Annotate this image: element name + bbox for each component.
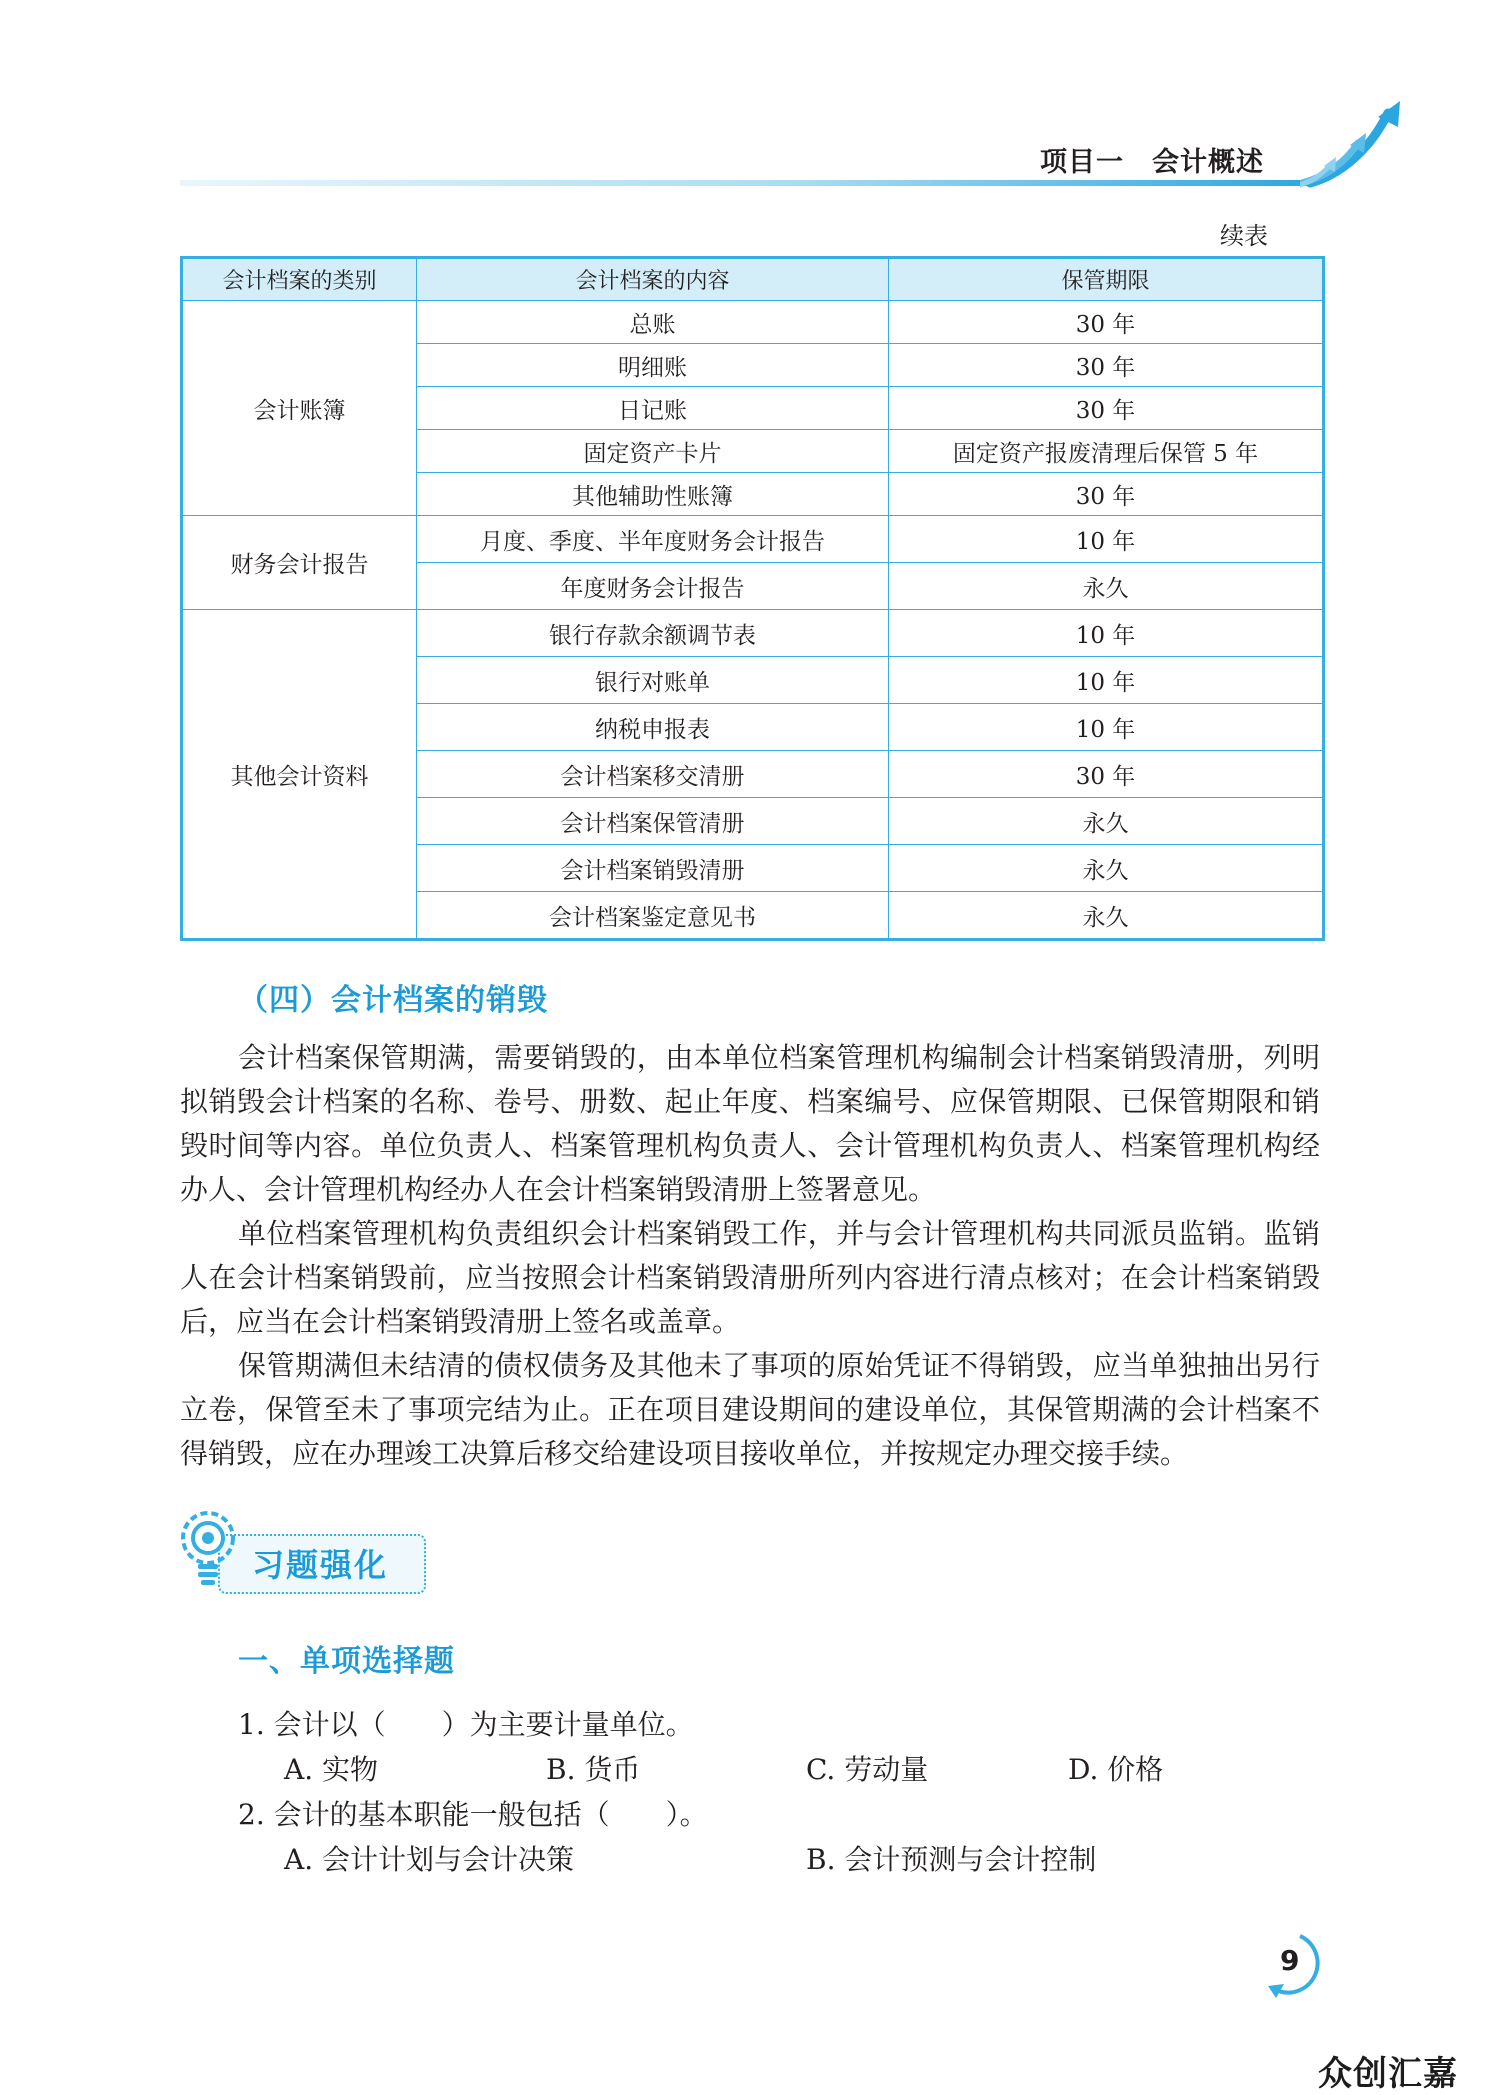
header-period: 保管期限 xyxy=(889,258,1324,301)
section-body xyxy=(180,1036,1320,1476)
content-cell: 银行对账单 xyxy=(417,657,889,704)
table-header-row xyxy=(182,258,1324,301)
part-heading: 一、单项选择题 xyxy=(238,1644,455,1679)
period-cell: 10 年 xyxy=(889,657,1324,704)
category-cell: 会计账簿 xyxy=(182,301,417,516)
question-1: 1. 会计以（ ）为主要计量单位。 xyxy=(238,1708,694,1741)
option-a: A. 实物 xyxy=(284,1753,379,1786)
period-cell: 永久 xyxy=(889,845,1324,892)
option-b: B. 货币 xyxy=(546,1753,641,1786)
page-number-badge xyxy=(1262,1930,1332,2002)
option-c: C. 劳动量 xyxy=(806,1753,929,1786)
category-cell: 其他会计资料 xyxy=(182,610,417,940)
content-cell: 纳税申报表 xyxy=(417,704,889,751)
period-cell: 永久 xyxy=(889,798,1324,845)
period-cell: 30 年 xyxy=(889,301,1324,344)
period-cell: 10 年 xyxy=(889,704,1324,751)
period-cell: 10 年 xyxy=(889,516,1324,563)
content-cell: 会计档案销毁清册 xyxy=(417,845,889,892)
table-row xyxy=(182,301,1324,344)
content-cell: 会计档案鉴定意见书 xyxy=(417,892,889,940)
rising-arrows-icon xyxy=(1300,95,1410,190)
content-cell: 会计档案保管清册 xyxy=(417,798,889,845)
option-d: D. 价格 xyxy=(1068,1753,1164,1786)
watermark-logo: 众创汇嘉 xyxy=(1318,2054,1458,2094)
content-cell: 其他辅助性账簿 xyxy=(417,473,889,516)
period-cell: 30 年 xyxy=(889,751,1324,798)
period-cell: 30 年 xyxy=(889,473,1324,516)
table-row xyxy=(182,516,1324,563)
option-a: A. 会计计划与会计决策 xyxy=(284,1843,575,1876)
question-2: 2. 会计的基本职能一般包括（ ）。 xyxy=(238,1798,708,1831)
period-cell: 永久 xyxy=(889,563,1324,610)
content-cell: 会计档案移交清册 xyxy=(417,751,889,798)
continued-table-label: 续表 xyxy=(1220,222,1268,250)
archive-retention-table xyxy=(180,256,1325,941)
paragraph: 保管期满但未结清的债权债务及其他未了事项的原始凭证不得销毁，应当单独抽出另行立卷，保管至未了事项完结为止。正在项目建设期间的建设单位，其保管期满的会计档案不得销毁，应在办理竣工决算后移交给建设项目接收单位，并按规定办理交接手续。 xyxy=(180,1349,1320,1470)
content-cell: 总账 xyxy=(417,301,889,344)
content-cell: 明细账 xyxy=(417,344,889,387)
period-cell: 永久 xyxy=(889,892,1324,940)
header-rule xyxy=(180,180,1315,186)
period-cell: 30 年 xyxy=(889,387,1324,430)
period-cell: 固定资产报废清理后保管 5 年 xyxy=(889,430,1324,473)
header-category: 会计档案的类别 xyxy=(182,258,417,301)
table-row xyxy=(182,610,1324,657)
option-b: B. 会计预测与会计控制 xyxy=(806,1843,1097,1876)
period-cell: 10 年 xyxy=(889,610,1324,657)
header-content: 会计档案的内容 xyxy=(417,258,889,301)
content-cell: 固定资产卡片 xyxy=(417,430,889,473)
header-title: 项目一 会计概述 xyxy=(1040,147,1264,178)
lightbulb-gear-icon xyxy=(178,1500,244,1596)
content-cell: 年度财务会计报告 xyxy=(417,563,889,610)
section-heading: （四）会计档案的销毁 xyxy=(238,983,548,1018)
content-cell: 日记账 xyxy=(417,387,889,430)
paragraph: 单位档案管理机构负责组织会计档案销毁工作，并与会计管理机构共同派员监销。监销人在会计档案销毁前，应当按照会计档案销毁清册所列内容进行清点核对；在会计档案销毁后，应当在会计档案销毁清册上签名或盖章。 xyxy=(180,1217,1320,1338)
content-cell: 月度、季度、半年度财务会计报告 xyxy=(417,516,889,563)
exercise-banner-title: 习题强化 xyxy=(252,1546,389,1584)
content-cell: 银行存款余额调节表 xyxy=(417,610,889,657)
category-cell: 财务会计报告 xyxy=(182,516,417,610)
page-number: 9 xyxy=(1280,1944,1300,1977)
period-cell: 30 年 xyxy=(889,344,1324,387)
exercise-banner xyxy=(178,1500,428,1596)
paragraph: 会计档案保管期满，需要销毁的，由本单位档案管理机构编制会计档案销毁清册，列明拟销毁会计档案的名称、卷号、册数、起止年度、档案编号、应保管期限、已保管期限和销毁时间等内容。单位负责人、档案管理机构负责人、会计管理机构负责人、档案管理机构经办人、会计管理机构经办人在会计档案销毁清册上签署意见。 xyxy=(180,1041,1320,1206)
